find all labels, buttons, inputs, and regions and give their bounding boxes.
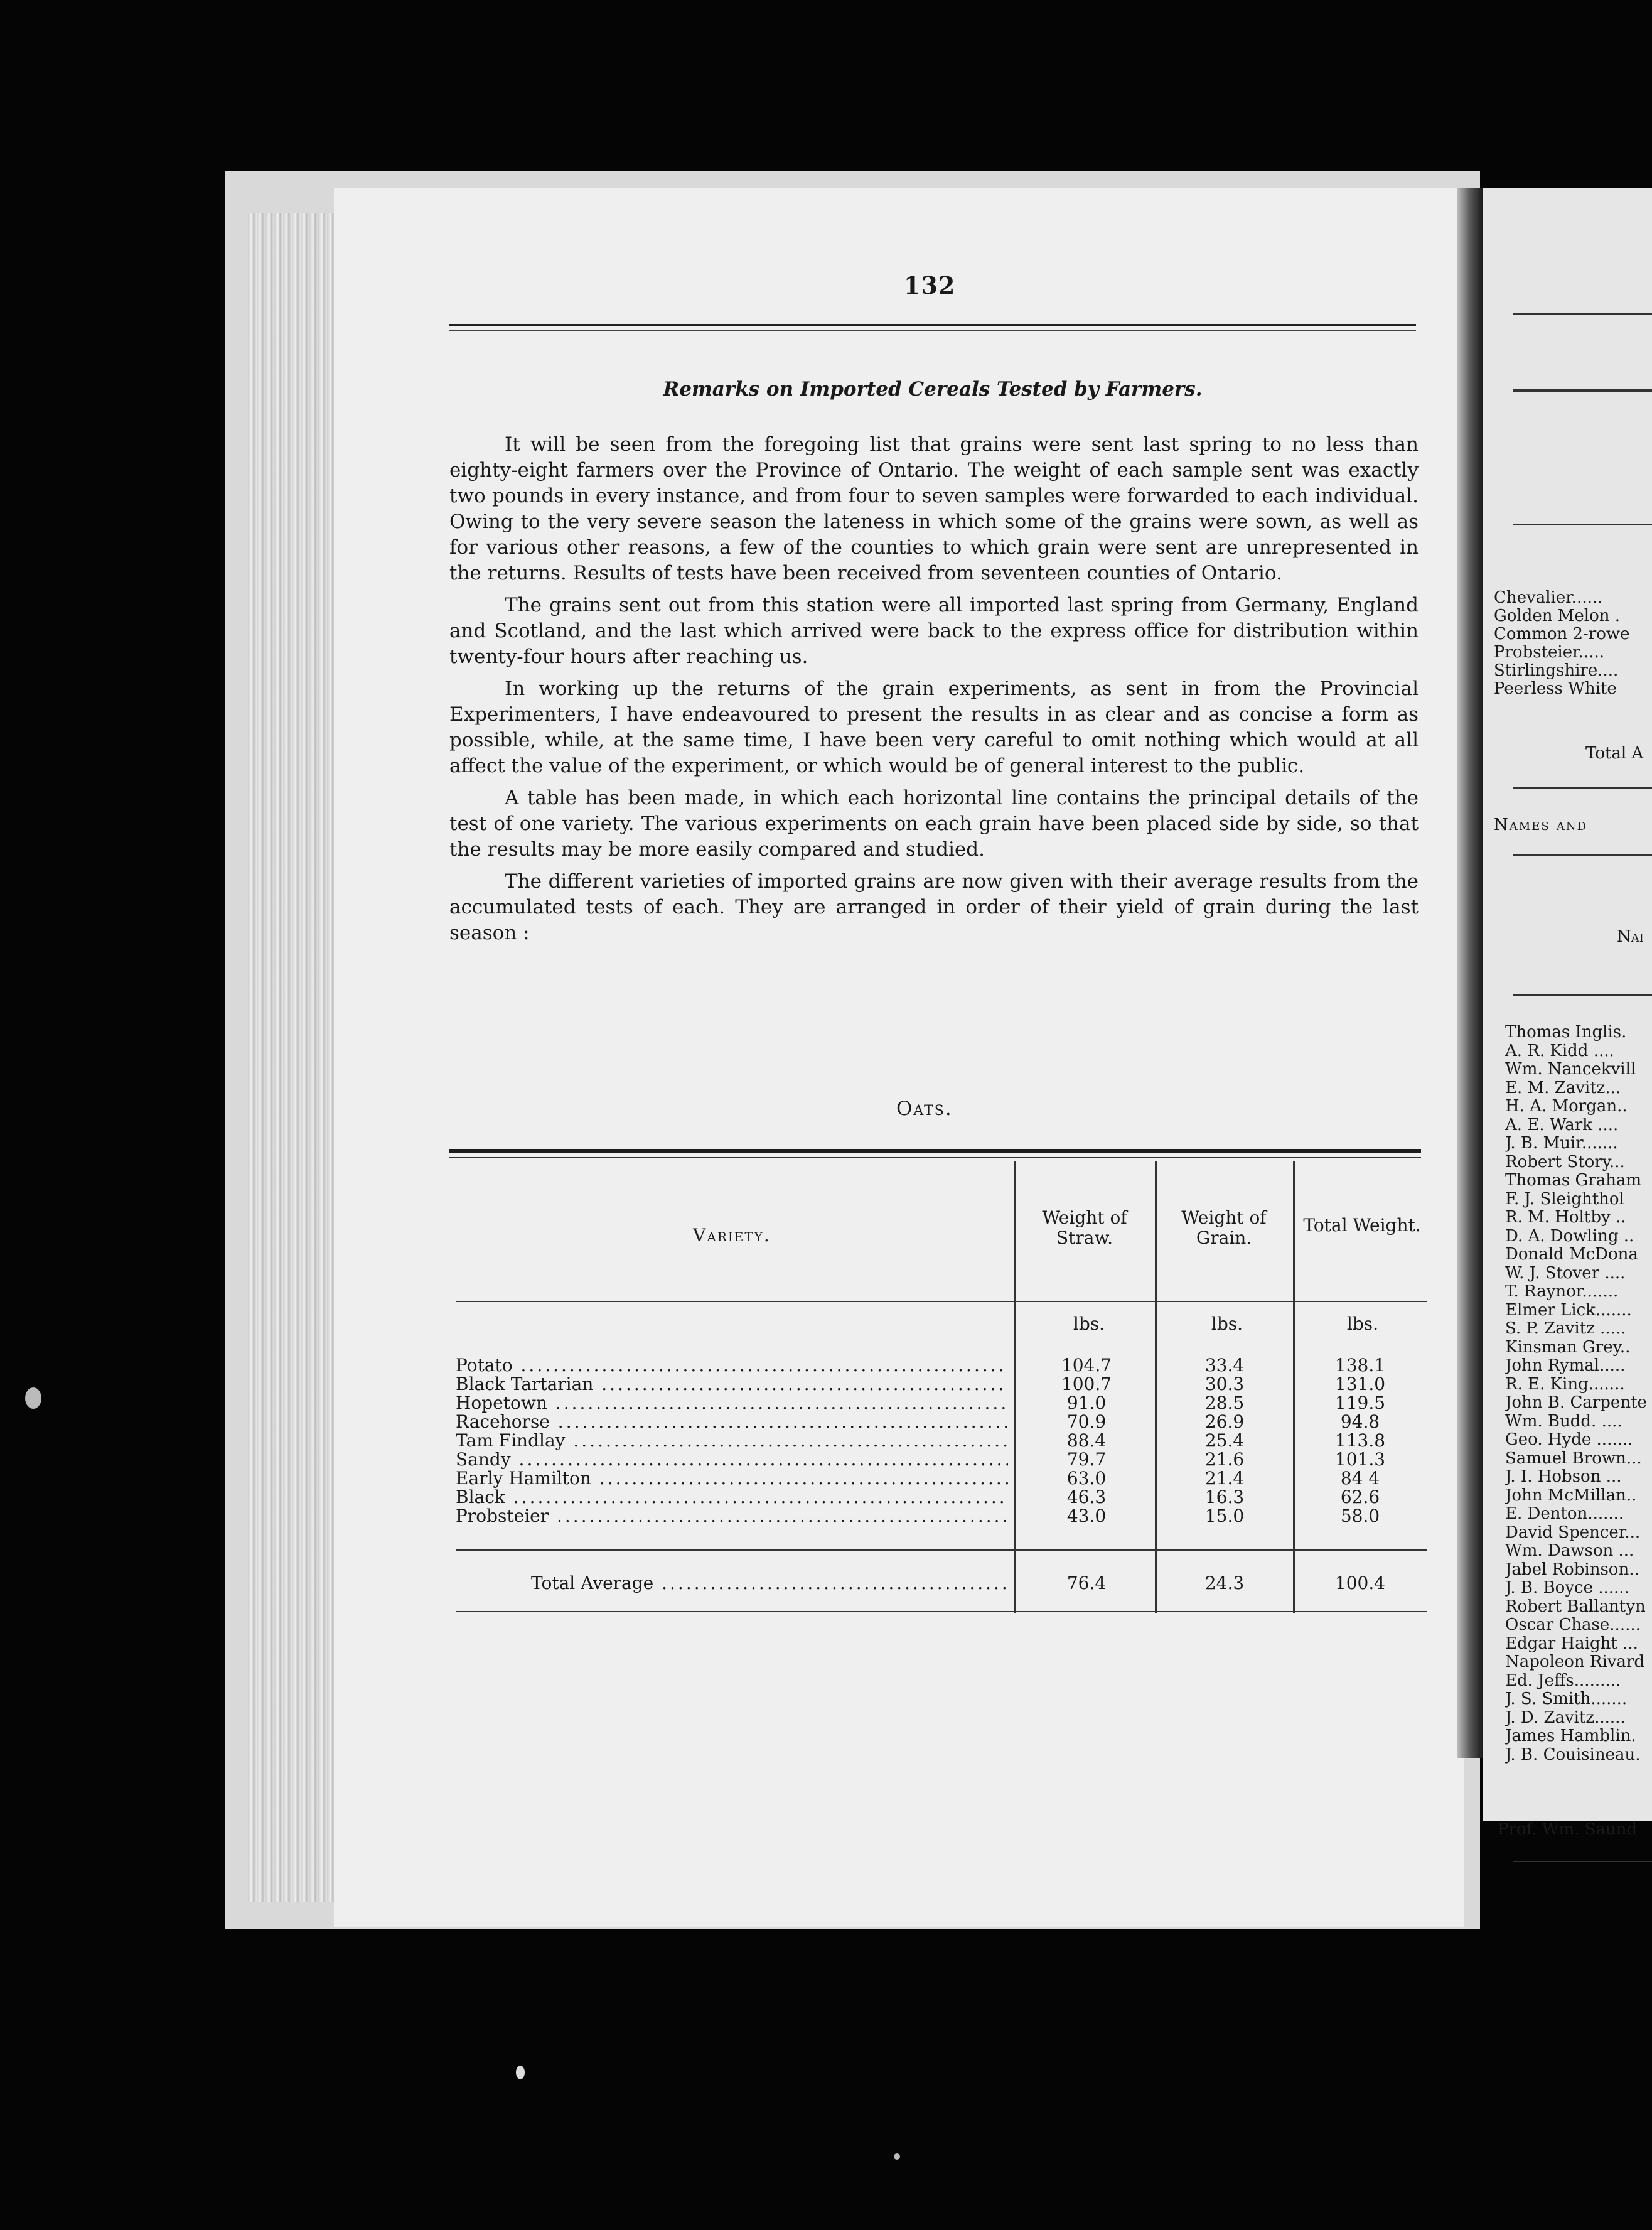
variety-name: Probsteier ..... (456, 1507, 1008, 1526)
total-value: 113.8 (1334, 1430, 1386, 1451)
total-value: 138.1 (1334, 1355, 1386, 1376)
right-name: Napoleon Rivard (1505, 1653, 1645, 1671)
scan-artifact (516, 2066, 525, 2079)
straw-value: 43.0 (1066, 1506, 1107, 1526)
variety-name: Sandy ..... (456, 1450, 1008, 1469)
right-name: E. Denton....... (1505, 1505, 1624, 1523)
grain-value: 28.5 (1204, 1392, 1245, 1413)
grain-value: 16.3 (1204, 1487, 1245, 1507)
table-row (456, 1488, 1435, 1507)
grain-value: 21.4 (1204, 1468, 1245, 1489)
header-total: Total Weight. (1303, 1215, 1421, 1236)
right-name: S. P. Zavitz ..... (1505, 1320, 1626, 1338)
table-title: Oats. (896, 1097, 953, 1120)
right-name: David Spencer... (1505, 1523, 1641, 1542)
right-name: W. J. Stover .... (1505, 1264, 1626, 1283)
unit-straw: lbs. (1073, 1313, 1105, 1334)
total-total: 100.4 (1334, 1573, 1386, 1593)
table-row (456, 1431, 1435, 1450)
right-variety: Golden Melon . (1494, 607, 1621, 625)
total-value: 84 4 (1340, 1468, 1380, 1489)
right-rule (1513, 994, 1652, 996)
paragraph-3: In working up the returns of the grain experiments, as sent in from the Provincial Experimenters, I have endeavoured to present the results in as clear and as concise a form as possible, while, at the same time, I have been very careful to omit nothing which would at all affect the value of the experiment, or which would be of general interest to the public. (449, 677, 1419, 777)
straw-value: 70.9 (1066, 1411, 1107, 1432)
variety-name: Potato ..... (456, 1356, 1008, 1375)
straw-value: 88.4 (1066, 1430, 1107, 1451)
total-value: 131.0 (1334, 1374, 1386, 1394)
page-edges (248, 213, 342, 1902)
right-name: Wm. Dawson ... (1505, 1542, 1634, 1560)
right-name: Ed. Jeffs......... (1505, 1671, 1621, 1690)
grain-value: 15.0 (1204, 1506, 1245, 1526)
right-name: James Hamblin. (1505, 1727, 1636, 1745)
total-grain: 24.3 (1204, 1573, 1245, 1593)
right-name: J. D. Zavitz...... (1505, 1708, 1626, 1727)
right-name: H. A. Morgan.. (1505, 1097, 1628, 1116)
right-name: John Rymal..... (1505, 1357, 1626, 1375)
right-name: J. B. Couisineau. (1505, 1745, 1641, 1764)
right-name: Wm. Nancekvill (1505, 1060, 1636, 1079)
right-variety: Probsteier..... (1494, 644, 1604, 662)
paragraph-4: A table has been made, in which each horizontal line contains the principal details of the test of one variety. The various experiments on each grain have been placed side by side, so that the results may be more easily compared and studied. (449, 787, 1419, 861)
right-name: Jabel Robinson.. (1505, 1560, 1639, 1579)
straw-value: 63.0 (1066, 1468, 1107, 1489)
table-row (456, 1356, 1435, 1375)
unit-total: lbs. (1346, 1313, 1379, 1334)
right-name: J. B. Muir....... (1505, 1134, 1618, 1153)
straw-value: 91.0 (1066, 1392, 1107, 1413)
variety-name: Black Tartarian ..... (456, 1375, 1008, 1394)
right-name: Robert Story... (1505, 1153, 1625, 1172)
right-rule (1513, 313, 1652, 315)
right-name: J. S. Smith....... (1505, 1690, 1628, 1708)
right-name: J. B. Boyce ...... (1505, 1579, 1629, 1597)
right-names-heading: Names and (1494, 816, 1588, 834)
right-name: Oscar Chase...... (1505, 1616, 1641, 1634)
right-name: A. E. Wark .... (1505, 1116, 1619, 1134)
variety-name: Racehorse ..... (456, 1413, 1008, 1431)
total-value: 62.6 (1340, 1487, 1380, 1507)
right-name: Edgar Haight ... (1505, 1634, 1638, 1653)
table-bottom-rule (456, 1611, 1427, 1612)
right-name: Thomas Inglis. (1505, 1023, 1627, 1042)
right-name: John B. Carpente (1505, 1394, 1647, 1412)
right-total-label: Total A (1585, 744, 1644, 763)
right-variety: Peerless White (1494, 680, 1617, 698)
total-value: 119.5 (1334, 1392, 1386, 1413)
right-name: E. M. Zavitz... (1505, 1079, 1621, 1097)
right-name: D. A. Dowling .. (1505, 1227, 1634, 1246)
right-name: J. I. Hobson ... (1505, 1468, 1622, 1486)
right-name: F. J. Sleighthol (1505, 1190, 1624, 1209)
variety-name: Early Hamilton ..... (456, 1469, 1008, 1488)
total-value: 101.3 (1334, 1449, 1386, 1470)
body-text (449, 432, 1419, 952)
table-row (456, 1413, 1435, 1431)
right-name: R. M. Holtby .. (1505, 1209, 1626, 1227)
total-label: Total Average ..... (531, 1573, 1008, 1593)
right-name: Donald McDona (1505, 1246, 1638, 1264)
right-name: Thomas Graham (1505, 1172, 1642, 1190)
right-rule (1513, 1861, 1652, 1862)
right-rule (1513, 854, 1652, 856)
grain-value: 26.9 (1204, 1411, 1245, 1432)
variety-name: Tam Findlay ..... (456, 1431, 1008, 1450)
paragraph-5: The different varieties of imported grains are now given with their average results from the accumulated tests of each. They are arranged in order of their yield of grain during the last season : (449, 870, 1419, 944)
table-row (456, 1507, 1435, 1526)
straw-value: 46.3 (1066, 1487, 1107, 1507)
right-names-list (1505, 1023, 1652, 1764)
right-variety: Stirlingshire.... (1494, 662, 1619, 680)
right-name: T. Raynor....... (1505, 1283, 1619, 1301)
right-variety: Common 2-rowe (1494, 625, 1630, 644)
book-gutter (1457, 188, 1483, 1758)
header-variety: Variety. (693, 1225, 771, 1246)
scan-artifact (894, 2153, 900, 2160)
unit-grain: lbs. (1211, 1313, 1243, 1334)
page-number: 132 (904, 271, 956, 299)
right-name: Robert Ballantyn (1505, 1597, 1646, 1616)
right-name: R. E. King....... (1505, 1375, 1625, 1394)
header-rule (449, 324, 1416, 331)
paragraph-2: The grains sent out from this station were all imported last spring from Germany, England and Scotland, and the last which arrived were back to the express office for distribution within twenty-four hours after reaching us. (449, 594, 1419, 668)
header-rule (456, 1301, 1427, 1302)
right-name: Wm. Budd. .... (1505, 1412, 1622, 1431)
right-variety-list (1494, 589, 1652, 698)
scan-artifact (25, 1387, 41, 1409)
right-name: A. R. Kidd .... (1505, 1042, 1614, 1060)
table-top-rule (449, 1149, 1421, 1153)
right-name: John McMillan.. (1505, 1486, 1637, 1505)
table-row (456, 1375, 1435, 1394)
total-value: 94.8 (1340, 1411, 1380, 1432)
straw-value: 104.7 (1061, 1355, 1112, 1376)
straw-value: 100.7 (1061, 1374, 1112, 1394)
header-grain: Weight of Grain. (1181, 1207, 1267, 1248)
total-straw: 76.4 (1066, 1573, 1107, 1593)
table-body (456, 1356, 1435, 1526)
table-row (456, 1469, 1435, 1488)
grain-value: 30.3 (1204, 1374, 1245, 1394)
total-rule (456, 1549, 1427, 1551)
right-name: Geo. Hyde ....... (1505, 1431, 1633, 1449)
paragraph-1: It will be seen from the foregoing list that grains were sent last spring to no less than eighty-eight farmers over the Province of Ontario. The weight of each sample sent was exactly two pounds in every instance, and from four to seven samples were forwarded to each individual. Owing to the very severe season the lateness in which some of the grains were sown, as well as for various other reasons, a few of the counties to which grain were sent are unrepresented in the returns. Results of tests have been received from seventeen counties of Ontario. (449, 433, 1419, 584)
right-variety: Chevalier...... (1494, 589, 1603, 607)
table-row (456, 1394, 1435, 1413)
grain-value: 25.4 (1204, 1430, 1245, 1451)
variety-name: Black ..... (456, 1488, 1008, 1507)
right-footer: Prof. Wm. Saund (1498, 1820, 1638, 1839)
grain-value: 21.6 (1204, 1449, 1245, 1470)
right-rule (1513, 787, 1652, 789)
right-name: Elmer Lick....... (1505, 1301, 1632, 1320)
right-column-heading: Nai (1617, 927, 1644, 946)
right-name: Kinsman Grey.. (1505, 1338, 1631, 1357)
total-value: 58.0 (1340, 1506, 1380, 1526)
table-top-rule-thin (449, 1157, 1421, 1158)
right-name: Samuel Brown... (1505, 1449, 1642, 1468)
right-rule (1513, 524, 1652, 525)
section-heading: Remarks on Imported Cereals Tested by Farmers. (663, 378, 1203, 401)
straw-value: 79.7 (1066, 1449, 1107, 1470)
header-straw: Weight of Straw. (1042, 1207, 1127, 1248)
table-row (456, 1450, 1435, 1469)
variety-name: Hopetown ..... (456, 1394, 1008, 1413)
right-rule (1513, 389, 1652, 392)
grain-value: 33.4 (1204, 1355, 1245, 1376)
